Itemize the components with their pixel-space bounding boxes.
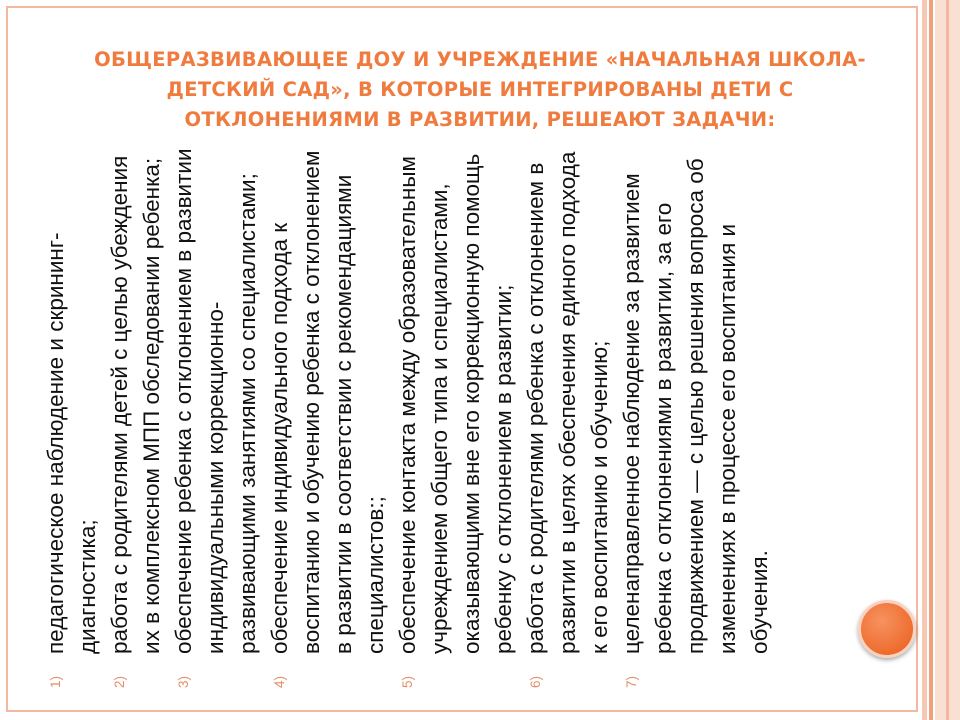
edge-stripe xyxy=(946,0,949,720)
item-text: обеспечение индивидуального подхода к воспитанию и обучению ребенка с отклонением в развитии в соответствии с рекомендациями специалистов:; xyxy=(267,150,388,654)
item-number: 5) xyxy=(400,675,415,688)
item-text: обеспечение ребенка с отклонением в развитии индивидуальными коррекционно-развивающими занятиями со специалистами; xyxy=(171,148,260,654)
slide-title: ОБЩЕРАЗВИВАЮЩЕЕ ДОУ И УЧРЕЖДЕНИЕ «НАЧАЛЬНАЯ ШКОЛА-ДЕТСКИЙ САД», В КОТОРЫЕ ИНТЕГРИРОВАНЫ ДЕТИ С ОТКЛОНЕНИЯМИ В РАЗВИТИИ, РЕШЕАЮТ ЗАДАЧИ: xyxy=(94,48,866,131)
slide-nav-circle-button[interactable] xyxy=(858,600,916,658)
item-number: 2) xyxy=(112,675,127,688)
item-text: целенаправленное наблюдение за развитием ребенка с отклонениями в развитии, за его продвижением — с целью решения вопроса об изменениях в процессе его воспитания и обучения. xyxy=(619,158,772,654)
list-item xyxy=(168,145,264,690)
list-item xyxy=(392,145,520,690)
edge-stripe xyxy=(929,0,933,720)
item-number: 3) xyxy=(176,675,191,688)
item-text: работа с родителями детей с целью убеждения их в комплексном МПП обследовании ребенка; xyxy=(107,155,164,654)
item-text: работа с родителями ребенка с отклонением в развитии в целях обеспечения единого подхода к его воспитанию и обучению; xyxy=(523,151,612,654)
list-item xyxy=(616,145,776,690)
item-text: педагогическое наблюдение и скрининг-диагностика; xyxy=(43,232,100,654)
edge-stripe xyxy=(922,0,927,720)
item-number: 4) xyxy=(272,675,287,688)
item-number: 6) xyxy=(528,675,543,688)
list-item xyxy=(520,145,616,690)
item-text: обеспечение контакта между образовательным учреждением общего типа и специалистами, оказывающими вне его коррекционную помощь ребенку с отклонением в развитии; xyxy=(395,153,516,654)
item-number: 1) xyxy=(48,675,63,688)
list-item xyxy=(40,145,104,690)
list-item xyxy=(264,145,392,690)
list-item xyxy=(104,145,168,690)
task-list xyxy=(40,145,910,690)
item-number: 7) xyxy=(624,675,639,688)
